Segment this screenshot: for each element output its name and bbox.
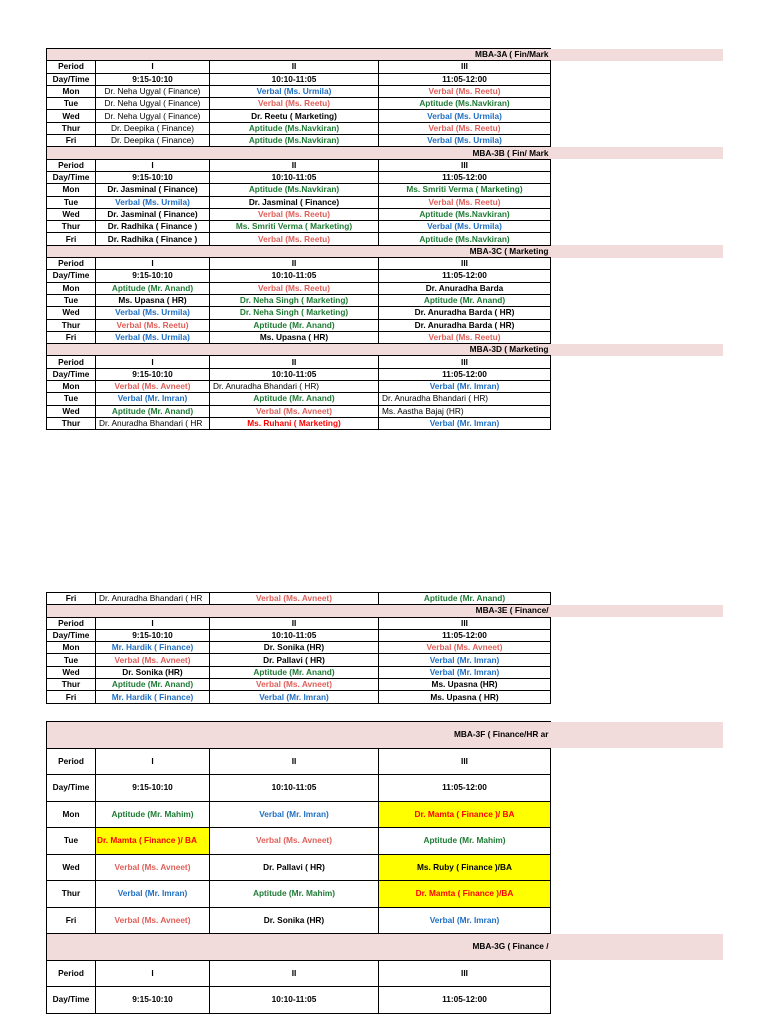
timetable-page-2-large <box>46 721 724 1014</box>
period-row: Period I II III <box>47 159 724 171</box>
table-row: Wed Dr. Sonika (HR) Aptitude (Mr. Anand) Verbal (Mr. Imran) <box>47 666 724 678</box>
table-row: Thur Verbal (Ms. Reetu) Aptitude (Mr. Anand) Dr. Anuradha Barda ( HR) <box>47 319 724 331</box>
section-header-3c <box>47 245 724 257</box>
table-row: Wed Dr. Jasminal ( Finance) Verbal (Ms. Reetu) Aptitude (Ms.Navkiran) <box>47 208 724 220</box>
period-row: Period I II III <box>47 960 724 987</box>
table-row: Mon Dr. Jasminal ( Finance) Aptitude (Ms.Navkiran) Ms. Smriti Verma ( Marketing) <box>47 184 724 196</box>
section-header-3d <box>47 344 724 356</box>
period-row: Period I II III <box>47 748 724 775</box>
table-row: Fri Verbal (Ms. Avneet) Dr. Sonika (HR) Verbal (Mr. Imran) <box>47 907 724 934</box>
section-header-3g <box>47 934 724 961</box>
period-row: Period I II III <box>47 258 724 270</box>
table-row: Wed Verbal (Ms. Urmila) Dr. Neha Singh ( Marketing) Dr. Anuradha Barda ( HR) <box>47 307 724 319</box>
section-title: MBA-3D ( Marketing <box>379 344 551 356</box>
table-row: Thur Dr. Deepika ( Finance) Aptitude (Ms.Navkiran) Verbal (Ms. Reetu) <box>47 122 724 134</box>
table-row: Tue Dr. Neha Ugyal ( Finance) Verbal (Ms. Reetu) Aptitude (Ms.Navkiran) <box>47 98 724 110</box>
section-title: MBA-3A ( Fin/Mark <box>379 49 551 61</box>
section-title: MBA-3C ( Marketing <box>379 245 551 257</box>
table-row: Wed Aptitude (Mr. Anand) Verbal (Ms. Avneet) Ms. Aastha Bajaj (HR) <box>47 405 724 417</box>
table-row: Thur Verbal (Mr. Imran) Aptitude (Mr. Mahim) Dr. Mamta ( Finance )/BA <box>47 881 724 908</box>
table-row: Fri Mr. Hardik ( Finance) Verbal (Mr. Imran) Ms. Upasna ( HR) <box>47 691 724 703</box>
section-title: MBA-3G ( Finance / <box>379 934 551 961</box>
section-header-3e <box>47 605 724 617</box>
time-row: Day/Time 9:15-10:10 10:10-11:05 11:05-12:00 <box>47 368 724 380</box>
period-row: Period I II III <box>47 61 724 73</box>
time-row: Day/Time 9:15-10:10 10:10-11:05 11:05-12:00 <box>47 270 724 282</box>
section-title: MBA-3E ( Finance/ <box>379 605 551 617</box>
timetable-page-1 <box>46 48 724 430</box>
time-row: Day/Time 9:15-10:10 10:10-11:05 11:05-12:00 <box>47 171 724 183</box>
table-row: Mon Verbal (Ms. Avneet) Dr. Anuradha Bhandari ( HR) Verbal (Mr. Imran) <box>47 381 724 393</box>
table-row: Thur Aptitude (Mr. Anand) Verbal (Ms. Avneet) Ms. Upasna (HR) <box>47 679 724 691</box>
table-row: Fri Dr. Radhika ( Finance ) Verbal (Ms. Reetu) Aptitude (Ms.Navkiran) <box>47 233 724 245</box>
section-header-3b <box>47 147 724 159</box>
table-row: Wed Verbal (Ms. Avneet) Dr. Pallavi ( HR) Ms. Ruby ( Finance )/BA <box>47 854 724 881</box>
table-row: Thur Dr. Radhika ( Finance ) Ms. Smriti Verma ( Marketing) Verbal (Ms. Urmila) <box>47 221 724 233</box>
time-row: Day/Time 9:15-10:10 10:10-11:05 11:05-12:00 <box>47 987 724 1014</box>
table-row: Tue Dr. Mamta ( Finance )/ BA Verbal (Ms. Avneet) Aptitude (Mr. Mahim) <box>47 828 724 855</box>
time-row: Day/Time 9:15-10:10 10:10-11:05 11:05-12:00 <box>47 73 724 85</box>
table-row: Thur Dr. Anuradha Bhandari ( HR Ms. Ruhani ( Marketing) Verbal (Mr. Imran) <box>47 417 724 429</box>
table-row: Wed Dr. Neha Ugyal ( Finance) Dr. Reetu ( Marketing) Verbal (Ms. Urmila) <box>47 110 724 122</box>
section-title: MBA-3B ( Fin/ Mark <box>379 147 551 159</box>
table-row: Fri Dr. Deepika ( Finance) Aptitude (Ms.Navkiran) Verbal (Ms. Urmila) <box>47 135 724 147</box>
timetable-page-2 <box>46 592 724 704</box>
section-header-3a <box>47 49 724 61</box>
time-row: Day/Time 9:15-10:10 10:10-11:05 11:05-12:00 <box>47 629 724 641</box>
table-row: Fri Dr. Anuradha Bhandari ( HR Verbal (Ms. Avneet) Aptitude (Mr. Anand) <box>47 593 724 605</box>
table-row: Tue Ms. Upasna ( HR) Dr. Neha Singh ( Marketing) Aptitude (Mr. Anand) <box>47 294 724 306</box>
section-header-3f <box>47 722 724 749</box>
table-row: Mon Aptitude (Mr. Mahim) Verbal (Mr. Imran) Dr. Mamta ( Finance )/ BA <box>47 801 724 828</box>
section-title: MBA-3F ( Finance/HR ar <box>379 722 551 749</box>
table-row: Tue Verbal (Ms. Avneet) Dr. Pallavi ( HR) Verbal (Mr. Imran) <box>47 654 724 666</box>
table-row: Tue Verbal (Ms. Urmila) Dr. Jasminal ( Finance) Verbal (Ms. Reetu) <box>47 196 724 208</box>
table-row: Tue Verbal (Mr. Imran) Aptitude (Mr. Anand) Dr. Anuradha Bhandari ( HR) <box>47 393 724 405</box>
table-row: Mon Dr. Neha Ugyal ( Finance) Verbal (Ms. Urmila) Verbal (Ms. Reetu) <box>47 85 724 97</box>
period-row: Period I II III <box>47 617 724 629</box>
time-row: Day/Time 9:15-10:10 10:10-11:05 11:05-12:00 <box>47 775 724 802</box>
table-row: Mon Aptitude (Mr. Anand) Verbal (Ms. Reetu) Dr. Anuradha Barda <box>47 282 724 294</box>
table-row: Mon Mr. Hardik ( Finance) Dr. Sonika (HR) Verbal (Ms. Avneet) <box>47 642 724 654</box>
table-row: Fri Verbal (Ms. Urmila) Ms. Upasna ( HR) Verbal (Ms. Reetu) <box>47 331 724 343</box>
period-row: Period I II III <box>47 356 724 368</box>
